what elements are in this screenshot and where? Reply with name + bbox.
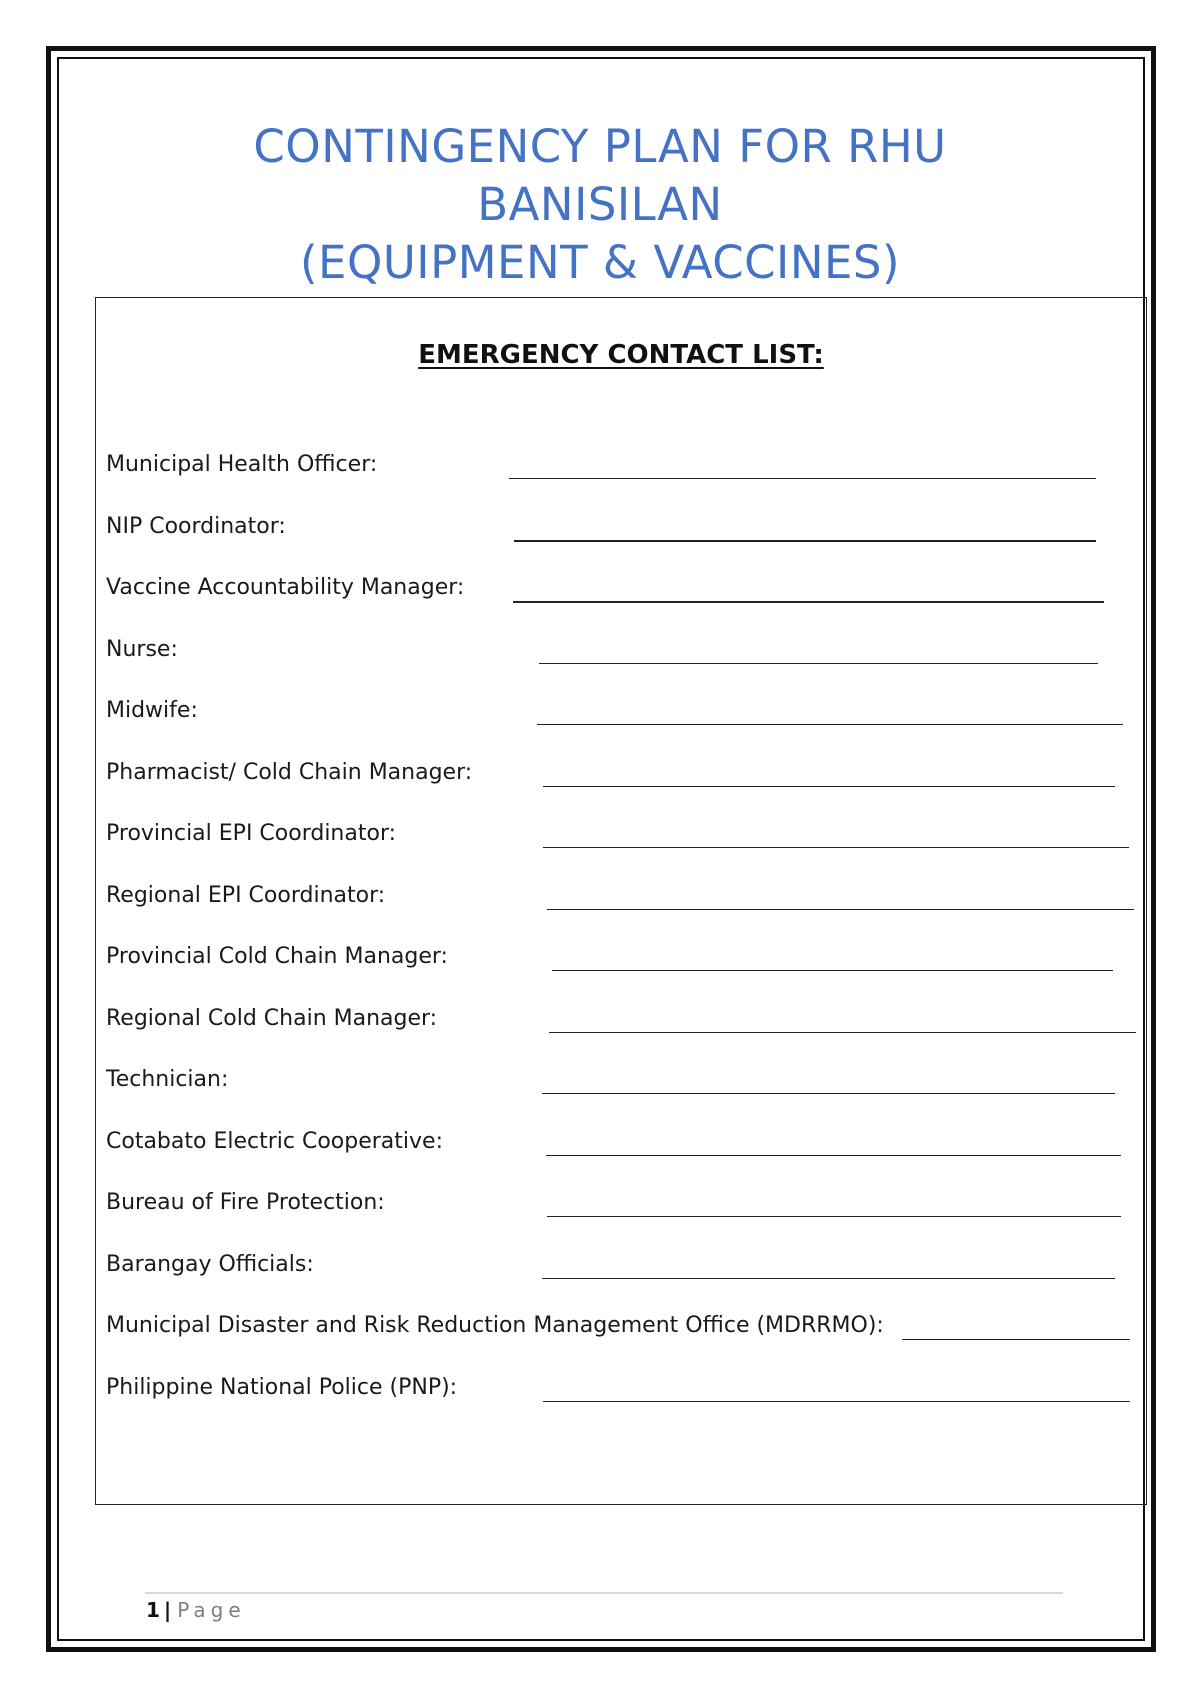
- contact-label: Vaccine Accountability Manager:: [106, 575, 465, 600]
- contact-row: [106, 569, 1136, 631]
- blank-entry-line[interactable]: [552, 970, 1113, 971]
- title-line-3: (EQUIPMENT & VACCINES): [299, 236, 901, 289]
- contact-row: [106, 1123, 1136, 1185]
- page-footer: [146, 1598, 246, 1622]
- contact-label: Nurse:: [106, 636, 178, 662]
- contact-label: Technician:: [106, 1067, 229, 1092]
- footer-separator: |: [163, 1598, 172, 1622]
- contact-label: Regional Cold Chain Manager:: [106, 1005, 438, 1031]
- contact-row: [106, 1246, 1136, 1308]
- contact-label: Bureau of Fire Protection:: [106, 1190, 385, 1215]
- contact-row: [106, 1000, 1136, 1062]
- blank-entry-line[interactable]: [902, 1339, 1130, 1340]
- title-line-1: CONTINGENCY PLAN FOR RHU: [253, 120, 947, 173]
- contact-label: NIP Coordinator:: [106, 513, 286, 539]
- contact-label: Barangay Officials:: [106, 1251, 314, 1277]
- blank-entry-line[interactable]: [537, 724, 1123, 725]
- contact-list: [106, 446, 1136, 1430]
- contact-label: Provincial EPI Coordinator:: [106, 821, 397, 846]
- contact-row: [106, 508, 1136, 570]
- blank-entry-line[interactable]: [549, 1032, 1136, 1033]
- title-line-2: BANISILAN: [477, 178, 723, 231]
- contact-row: [106, 446, 1136, 508]
- blank-entry-line[interactable]: [543, 786, 1115, 787]
- blank-entry-line[interactable]: [513, 601, 1104, 603]
- contact-label: Pharmacist/ Cold Chain Manager:: [106, 759, 473, 785]
- contact-label: Provincial Cold Chain Manager:: [106, 944, 448, 969]
- blank-entry-line[interactable]: [547, 909, 1134, 910]
- page-number: 1: [146, 1598, 160, 1622]
- document-title: [0, 118, 1200, 292]
- contact-row: [106, 631, 1136, 693]
- contact-label: Cotabato Electric Cooperative:: [106, 1128, 443, 1154]
- page-word: Page: [177, 1598, 246, 1622]
- contact-row: [106, 1184, 1136, 1246]
- blank-entry-line[interactable]: [547, 1216, 1121, 1217]
- contact-label: Philippine National Police (PNP):: [106, 1374, 458, 1400]
- footer-divider: [145, 1592, 1063, 1594]
- blank-entry-line[interactable]: [514, 540, 1096, 542]
- contact-row: [106, 938, 1136, 1000]
- contact-row: [106, 877, 1136, 939]
- blank-entry-line[interactable]: [509, 478, 1096, 479]
- blank-entry-line[interactable]: [543, 847, 1129, 848]
- contact-row: [106, 1061, 1136, 1123]
- contact-label: Regional EPI Coordinator:: [106, 882, 386, 908]
- blank-entry-line[interactable]: [542, 1278, 1115, 1279]
- blank-entry-line[interactable]: [542, 1093, 1115, 1094]
- contact-row: [106, 754, 1136, 816]
- blank-entry-line[interactable]: [543, 1401, 1130, 1402]
- contact-label: Midwife:: [106, 698, 198, 723]
- contact-row: [106, 1369, 1136, 1431]
- contact-row: [106, 1307, 1136, 1369]
- blank-entry-line[interactable]: [546, 1155, 1121, 1156]
- contact-row: [106, 815, 1136, 877]
- blank-entry-line[interactable]: [539, 663, 1098, 664]
- contact-label: Municipal Health Officer:: [106, 452, 378, 477]
- contact-list-heading: EMERGENCY CONTACT LIST:: [418, 340, 824, 370]
- contact-label: Municipal Disaster and Risk Reduction Management Office (MDRRMO):: [106, 1313, 884, 1338]
- contact-row: [106, 692, 1136, 754]
